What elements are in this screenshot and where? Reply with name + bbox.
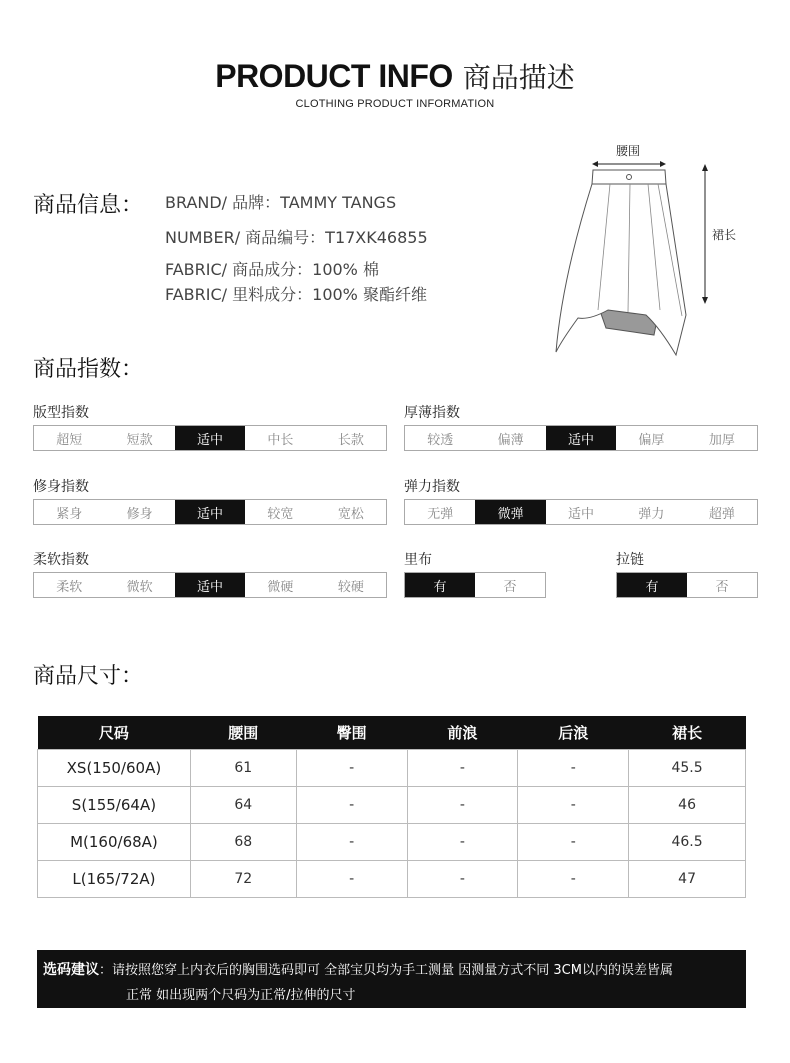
table-cell: 72 (190, 860, 296, 897)
title-en: PRODUCT INFO (215, 58, 453, 94)
index-option: 无弹 (427, 506, 454, 522)
table-row (38, 749, 746, 786)
index-zipper (616, 549, 758, 598)
table-cell: - (407, 749, 518, 786)
info-number: NUMBER/ 商品编号：T17XK46855 (165, 228, 428, 247)
index-scale (404, 425, 758, 451)
table-cell: - (407, 786, 518, 823)
index-option-selected: 有 (617, 573, 687, 597)
index-option: 微硬 (267, 579, 294, 595)
table-cell: 45.5 (629, 749, 746, 786)
length-label: 裙长 (712, 228, 737, 242)
index-scale (33, 425, 387, 451)
index-option: 超短 (56, 432, 83, 448)
index-option-selected: 适中 (175, 426, 245, 450)
index-title: 版型指数 (33, 405, 89, 421)
index-option: 短款 (126, 432, 153, 448)
index-title: 拉链 (616, 552, 644, 568)
skirt-diagram (548, 140, 748, 360)
table-cell: - (296, 823, 407, 860)
index-lining (404, 549, 546, 598)
table-cell: M(160/68A) (38, 823, 191, 860)
info-lining: FABRIC/ 里料成分：100% 聚酯纤维 (165, 285, 427, 304)
note-text-2: 正常 如出现两个尺码为正常/拉伸的尺寸 (126, 988, 356, 1003)
table-cell: 46.5 (629, 823, 746, 860)
skirt-illustration (548, 140, 748, 360)
index-slim (33, 476, 387, 525)
table-cell: 47 (629, 860, 746, 897)
note-label: 选码建议 (43, 962, 99, 978)
index-title: 弹力指数 (404, 479, 460, 495)
table-cell: 61 (190, 749, 296, 786)
index-option: 偏薄 (497, 432, 524, 448)
table-cell: 64 (190, 786, 296, 823)
table-cell: - (296, 749, 407, 786)
size-advice-note (37, 950, 746, 1008)
index-title: 厚薄指数 (404, 405, 460, 421)
table-cell: L(165/72A) (38, 860, 191, 897)
index-option-selected: 微弹 (475, 500, 545, 524)
index-option: 弹力 (638, 506, 665, 522)
table-cell: XS(150/60A) (38, 749, 191, 786)
index-option: 适中 (568, 506, 595, 522)
table-cell: - (296, 860, 407, 897)
title-cn: 商品描述 (462, 61, 575, 94)
index-fit (33, 402, 387, 451)
index-title: 里布 (404, 552, 432, 568)
index-option: 较硬 (337, 579, 364, 595)
column-header: 裙长 (629, 716, 746, 749)
column-header: 前浪 (407, 716, 518, 749)
index-title: 柔软指数 (33, 552, 89, 568)
index-option: 偏厚 (638, 432, 665, 448)
index-elasticity (404, 476, 758, 525)
size-table (37, 716, 746, 898)
index-option-selected: 适中 (175, 573, 245, 597)
note-line-1 (43, 958, 740, 983)
table-cell: - (407, 823, 518, 860)
info-brand: BRAND/ 品牌：TAMMY TANGS (165, 193, 397, 212)
index-scale (33, 572, 387, 598)
table-cell: - (407, 860, 518, 897)
index-option-selected: 有 (405, 573, 475, 597)
index-option: 微软 (126, 579, 153, 595)
table-cell: - (518, 860, 629, 897)
index-option: 柔软 (56, 579, 83, 595)
index-option-selected: 适中 (546, 426, 616, 450)
index-option: 长款 (337, 432, 364, 448)
column-header: 后浪 (518, 716, 629, 749)
column-header: 腰围 (190, 716, 296, 749)
table-header-row (38, 716, 746, 749)
info-fabric: FABRIC/ 商品成分：100% 棉 (165, 260, 379, 279)
index-section-label: 商品指数： (33, 357, 144, 382)
column-header: 臀围 (296, 716, 407, 749)
column-header: 尺码 (38, 716, 191, 749)
index-option-selected: 适中 (175, 500, 245, 524)
table-row (38, 860, 746, 897)
table-cell: S(155/64A) (38, 786, 191, 823)
note-text-1: ：请按照您穿上内衣后的胸围选码即可 全部宝贝均为手工测量 因测量方式不同 3CM以内的误差皆属 (99, 963, 673, 978)
index-option: 否 (503, 579, 517, 595)
page-subtitle: CLOTHING PRODUCT INFORMATION (295, 98, 495, 110)
index-scale (616, 572, 758, 598)
index-scale (404, 499, 758, 525)
index-option: 较透 (427, 432, 454, 448)
index-thickness (404, 402, 758, 451)
page-title (0, 56, 790, 96)
index-scale (404, 572, 546, 598)
index-option: 紧身 (56, 506, 83, 522)
index-option: 较宽 (267, 506, 294, 522)
info-section-label: 商品信息： (33, 193, 144, 218)
index-title: 修身指数 (33, 479, 89, 495)
table-row (38, 786, 746, 823)
index-scale (33, 499, 387, 525)
index-option: 否 (715, 579, 729, 595)
page-header (0, 56, 790, 110)
size-section-label: 商品尺寸： (33, 664, 144, 689)
waist-label: 腰围 (616, 144, 641, 158)
index-option: 宽松 (337, 506, 364, 522)
table-row (38, 823, 746, 860)
table-cell: - (296, 786, 407, 823)
table-cell: - (518, 823, 629, 860)
index-softness (33, 549, 387, 598)
table-cell: 46 (629, 786, 746, 823)
index-option: 超弹 (708, 506, 735, 522)
index-option: 加厚 (708, 432, 735, 448)
table-cell: - (518, 749, 629, 786)
index-option: 修身 (126, 506, 153, 522)
table-cell: 68 (190, 823, 296, 860)
index-option: 中长 (267, 432, 294, 448)
table-cell: - (518, 786, 629, 823)
